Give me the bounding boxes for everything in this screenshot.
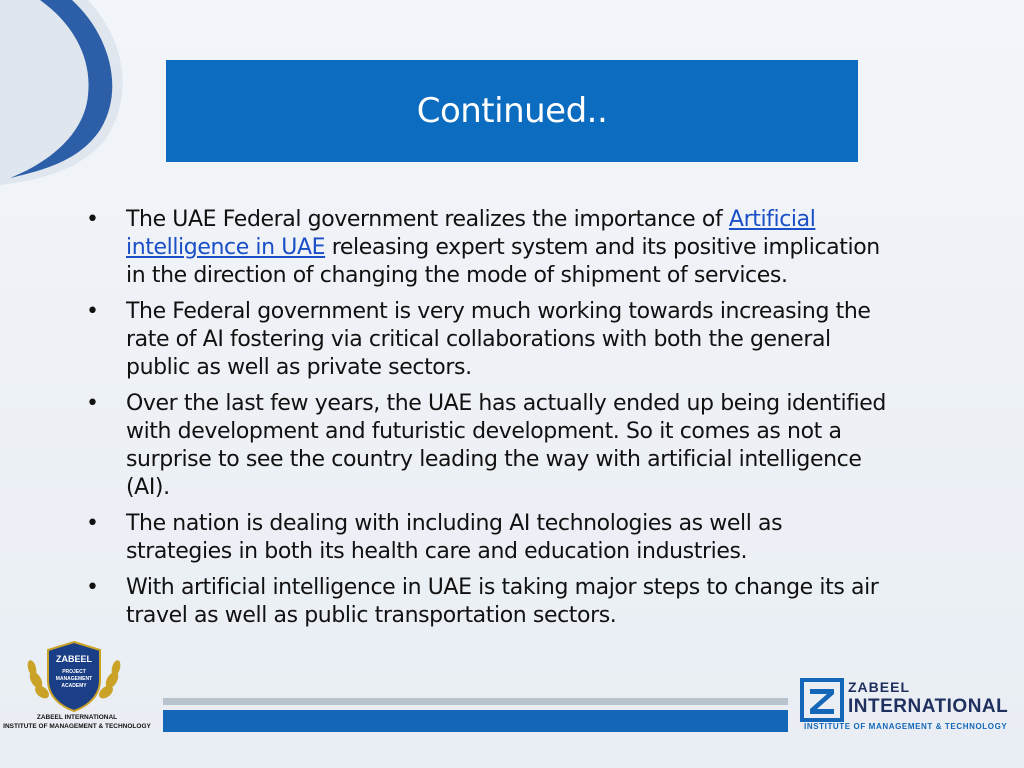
bullet-item [86,298,886,382]
zabeel-z-logo-icon [800,678,844,722]
bullet-text: releasing expert system and its positive implication in the direction of changing the mode of shipment of services. [126,235,880,288]
decorative-swoosh [0,0,140,190]
bullet-item [86,510,886,566]
footer-bar-grey [163,698,788,705]
title-banner [166,60,858,162]
logo-tagline: INSTITUTE OF MANAGEMENT & TECHNOLOGY [804,722,1008,731]
logo-word-zabeel: ZABEEL [848,679,910,695]
bullet-dot: • [86,207,99,232]
badge-caption-line2: INSTITUTE OF MANAGEMENT & TECHNOLOGY [3,723,151,730]
academy-badge-logo [22,640,126,712]
badge-caption-line1: ZABEEL INTERNATIONAL [36,714,118,721]
bullet-text: The nation is dealing with including AI technologies as well as strategies in both its health care and education industries. [126,511,783,564]
bullet-dot: • [86,575,99,600]
slide-title: Continued.. [416,91,608,131]
ai-in-uae-link[interactable]: Artificial intelligence in UAE [126,207,816,260]
bullet-text: Over the last few years, the UAE has actually ended up being identified with development and futuristic development. So it comes as not a surprise to see the country leading the way with artificial intelligence (AI). [126,391,886,500]
badge-line3: ACADEMY [61,683,87,689]
bullet-list [86,206,886,638]
logo-word-international: INTERNATIONAL [848,696,1009,717]
bullet-dot: • [86,511,99,536]
bullet-item [86,390,886,502]
bullet-text: With artificial intelligence in UAE is taking major steps to change its air travel as well as public transportation sectors. [126,575,879,628]
bullet-dot: • [86,299,99,324]
footer-bar-blue [163,710,788,732]
badge-brand: ZABEEL [56,654,92,664]
bullet-dot: • [86,391,99,416]
bullet-item [86,206,886,290]
bullet-item [86,574,886,630]
badge-line2: MANAGEMENT [55,676,93,682]
zabeel-international-logo [800,676,1022,736]
bullet-text: The UAE Federal government realizes the importance of [126,207,729,232]
badge-line1: PROJECT [62,669,86,675]
bullet-text: The Federal government is very much working towards increasing the rate of AI fostering via critical collaborations with both the general public as well as private sectors. [126,299,871,380]
badge-caption [2,713,152,731]
